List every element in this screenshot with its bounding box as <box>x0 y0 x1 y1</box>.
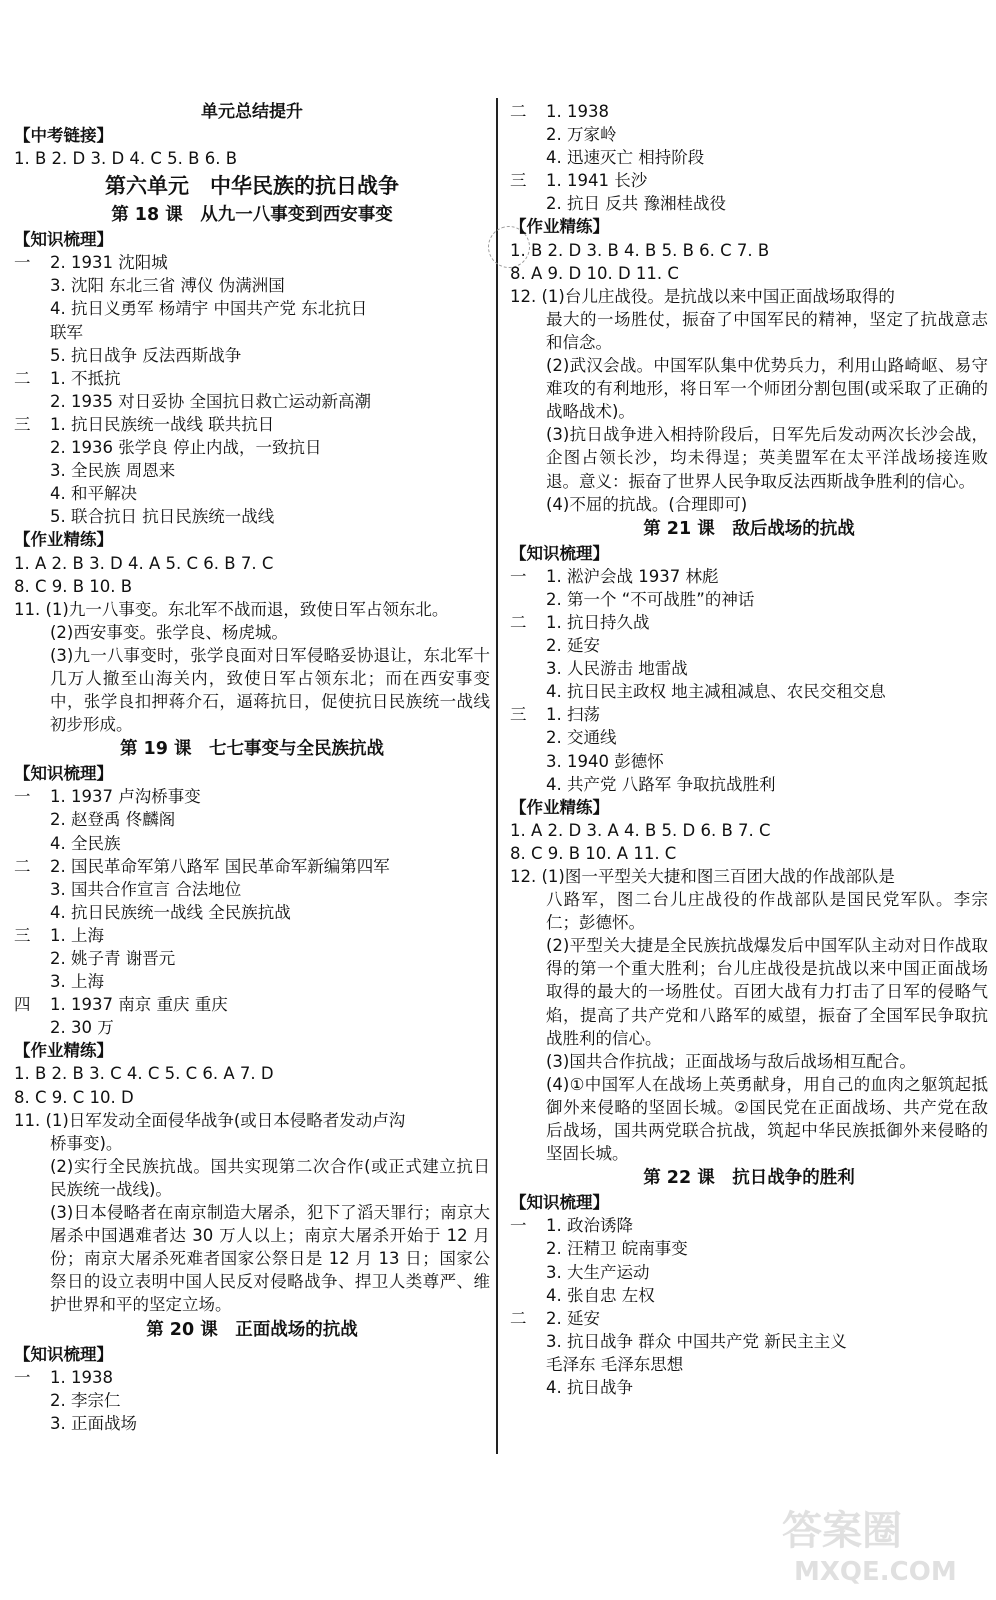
outline-line <box>510 588 988 611</box>
section-marker: 二 <box>14 856 31 876</box>
outline-line <box>14 901 490 924</box>
lesson-22-lines <box>510 1214 988 1399</box>
answer-paragraph: (4)不屈的抗战。(合理即可) <box>546 494 748 514</box>
outline-line <box>14 297 490 320</box>
outline-line <box>14 878 490 901</box>
outline-text: 2. 万家岭 <box>546 125 617 145</box>
outline-text: 1. 淞沪会战 1937 林彪 <box>546 566 719 586</box>
outline-text: 2. 抗日 反共 豫湘桂战役 <box>546 194 726 214</box>
outline-text: 毛泽东 毛泽东思想 <box>546 1354 684 1374</box>
outline-text: 4. 张自忠 左权 <box>546 1285 655 1305</box>
outline-text: 1. 不抵抗 <box>50 368 121 388</box>
section-label: 【知识梳理】 <box>14 764 113 784</box>
outline-line <box>14 251 490 274</box>
outline-text: 1. 抗日民族统一战线 联共抗日 <box>50 414 275 434</box>
outline-line <box>14 1016 490 1039</box>
section-label: 【知识梳理】 <box>14 230 113 250</box>
outline-line <box>14 924 490 947</box>
exercise-answers: 8. A 9. D 10. D 11. C <box>510 263 679 283</box>
section-marker: 二 <box>510 102 527 121</box>
answer-paragraph: (3)抗日战争进入相持阶段后，日军先后发动两次长沙会战，企图占领长沙，均未得逞；英美盟军在太平洋战场接连败退。意义：振奋了世界人民争取反法西斯战争胜利的信心。 <box>546 425 988 491</box>
unit-title: 第六单元 中华民族的抗日战争 <box>105 174 399 199</box>
section-marker: 三 <box>510 705 527 725</box>
section-label: 【知识梳理】 <box>510 1193 609 1213</box>
outline-line <box>510 657 988 680</box>
outline-text: 4. 抗日义勇军 杨靖宇 中国共产党 东北抗日 <box>50 299 368 319</box>
answer-paragraph: (4)①中国军人在战场上英勇献身，用自己的血肉之躯筑起抵御外来侵略的坚固长城。②国民党在正面战场、共产党在敌后战场，国共两党联合抗战，筑起中华民族抵御外来侵略的坚固长城。 <box>546 1074 988 1164</box>
question-12-head: 12. (1)台儿庄战役。是抗战以来中国正面战场取得的 <box>510 286 895 306</box>
outline-text: 2. 1936 张学良 停止内战，一致抗日 <box>50 438 322 458</box>
outline-text: 2. 1931 沈阳城 <box>50 253 168 273</box>
outline-text: 4. 抗日民族统一战线 全民族抗战 <box>50 902 291 922</box>
question-11-head: 11. (1)九一八事变。东北军不战而退，致使日军占领东北。 <box>14 599 449 619</box>
lesson-20-lines <box>14 1366 490 1435</box>
outline-text: 1. 1937 南京 重庆 重庆 <box>50 995 228 1015</box>
right-column <box>510 100 988 1399</box>
lesson-20-continued <box>510 100 988 215</box>
outline-line <box>14 459 490 482</box>
section-label: 【作业精练】 <box>510 797 609 817</box>
section-marker: 四 <box>14 995 31 1015</box>
answer-paragraph: 八路军，图二台儿庄战役的作战部队是国民党军队。李宗仁；彭德怀。 <box>546 890 988 933</box>
answer-paragraph: (2)武汉会战。中国军队集中优势兵力，利用山路崎岖、易守难攻的有利地形，将日军一个师团分割包围(或采取了正确的战略战术)。 <box>546 356 988 422</box>
outline-text: 3. 沈阳 东北三省 溥仪 伪满洲国 <box>50 276 285 296</box>
answer-paragraph: (2)平型关大捷是全民族抗战爆发后中国军队主动对日作战取得的第一个重大胜利；台儿庄战役是抗战以来中国正面战场取得的最大的一场胜仗。百团大战有力打击了日军的侵略气焰，提高了共产党和八路军的威望，振奋了全国军民争取抗战胜利的信心。 <box>546 936 988 1048</box>
section-label: 【作业精练】 <box>510 217 609 237</box>
outline-text: 1. 1937 卢沟桥事变 <box>50 787 201 807</box>
outline-line <box>14 808 490 831</box>
outline-line <box>510 1284 988 1307</box>
outline-text: 1. 扫荡 <box>546 705 600 725</box>
outline-text: 1. 1941 长沙 <box>546 171 648 191</box>
outline-text: 4. 共产党 八路军 争取抗战胜利 <box>546 774 776 794</box>
exercise-answers: 8. C 9. B 10. A 11. C <box>510 843 677 863</box>
svg-text:MXQE.COM: MXQE.COM <box>794 1557 957 1587</box>
question-12-head: 12. (1)图一平型关大捷和图三百团大战的作战部队是 <box>510 867 895 886</box>
section-marker: 三 <box>14 414 31 434</box>
outline-text: 2. 第一个 “不可战胜”的神话 <box>546 589 755 609</box>
section-label: 【作业精练】 <box>14 530 113 550</box>
outline-line <box>14 436 490 459</box>
outline-text: 4. 抗日战争 <box>546 1377 633 1397</box>
outline-text: 1. 1938 <box>50 1367 113 1387</box>
zk-answers: 1. B 2. D 3. D 4. C 5. B 6. B <box>14 149 238 169</box>
outline-line <box>510 169 988 192</box>
section-marker: 一 <box>510 566 527 586</box>
outline-text: 3. 正面战场 <box>50 1413 137 1433</box>
outline-line <box>510 1237 988 1260</box>
outline-text: 2. 交通线 <box>546 728 617 748</box>
answer-paragraph: 桥事变)。 <box>50 1133 123 1153</box>
outline-text: 1. 抗日持久战 <box>546 612 650 632</box>
outline-text: 2. 赵登禹 佟麟阁 <box>50 810 176 830</box>
outline-text: 1. 上海 <box>50 925 104 945</box>
outline-line <box>510 1330 988 1353</box>
outline-line <box>510 146 988 169</box>
left-column <box>14 100 490 1435</box>
outline-line <box>510 1376 988 1399</box>
exercise-answers: 1. A 2. B 3. D 4. A 5. C 6. B 7. C <box>14 553 274 573</box>
outline-line <box>510 703 988 726</box>
question-11-body <box>14 1132 490 1317</box>
outline-line <box>14 274 490 297</box>
section-label: 【知识梳理】 <box>14 1344 113 1364</box>
outline-text: 3. 1940 彭德怀 <box>546 751 664 771</box>
question-12-body <box>510 888 988 1165</box>
outline-line <box>14 505 490 528</box>
answer-paragraph: (3)日本侵略者在南京制造大屠杀，犯下了滔天罪行；南京大屠杀中国遇难者达 30 万人以上；南京大屠杀开始于 12 月份；南京大屠杀死难者国家公祭日是 12 月 13 日；国家公祭日的设立表明中国人民反对侵略战争、捍卫人类尊严、维护世界和平的坚定立场。 <box>50 1203 490 1315</box>
section-marker: 一 <box>510 1216 527 1236</box>
outline-text: 1. 1938 <box>546 102 609 121</box>
outline-line <box>14 947 490 970</box>
question-11-head: 11. (1)日军发动全面侵华战争(或日本侵略者发动卢沟 <box>14 1110 406 1130</box>
lesson-18-title: 第 18 课 从九一八事变到西安事变 <box>111 205 393 226</box>
section-label: 【作业精练】 <box>14 1041 113 1061</box>
outline-line <box>510 680 988 703</box>
section-marker: 一 <box>14 787 31 807</box>
outline-text: 3. 抗日战争 群众 中国共产党 新民主主义 <box>546 1331 847 1351</box>
lesson-21-lines <box>510 565 988 796</box>
outline-text: 3. 上海 <box>50 972 104 992</box>
outline-line <box>510 750 988 773</box>
outline-text: 4. 迅速灭亡 相持阶段 <box>546 148 705 168</box>
outline-line <box>14 367 490 390</box>
outline-line <box>510 100 988 123</box>
outline-line <box>510 726 988 749</box>
section-marker: 二 <box>14 368 31 388</box>
answer-paragraph: 最大的一场胜仗，振奋了中国军民的精神，坚定了抗战意志和信念。 <box>546 309 988 352</box>
outline-text: 2. 李宗仁 <box>50 1390 121 1410</box>
outline-line <box>14 482 490 505</box>
answer-paragraph: (3)九一八事变时，张学良面对日军侵略妥协退让，东北军十几万人撤至山海关内，致使日军占领东北；而在西安事变中，张学良扣押蒋介石，逼蒋抗日，促使抗日民族统一战线初步形成。 <box>50 645 490 735</box>
outline-line <box>14 390 490 413</box>
outline-line <box>510 565 988 588</box>
outline-line <box>14 344 490 367</box>
outline-line <box>510 611 988 634</box>
lesson-20-title: 第 20 课 正面战场的抗战 <box>146 1319 358 1340</box>
outline-text: 4. 全民族 <box>50 833 121 853</box>
exercise-answers: 8. C 9. C 10. D <box>14 1087 134 1107</box>
outline-text: 3. 国共合作宣言 合法地位 <box>50 879 242 899</box>
section-marker: 一 <box>14 253 31 273</box>
outline-line <box>14 1366 490 1389</box>
section-marker: 二 <box>510 612 527 632</box>
outline-line <box>510 773 988 796</box>
outline-text: 3. 人民游击 地雷战 <box>546 659 688 679</box>
svg-text:答案圈: 答案圈 <box>782 1508 902 1554</box>
lesson-20-exercise <box>510 239 988 285</box>
column-divider <box>496 98 498 1454</box>
lesson-18-lines <box>14 251 490 528</box>
lesson-21-title: 第 21 课 敌后战场的抗战 <box>643 518 855 539</box>
section-marker: 三 <box>14 925 31 945</box>
outline-text: 1. 政治诱降 <box>546 1216 633 1236</box>
answer-paragraph: (3)国共合作抗战；正面战场与敌后战场相互配合。 <box>546 1051 916 1071</box>
outline-line <box>14 1412 490 1435</box>
lesson-19-lines <box>14 785 490 1039</box>
outline-text: 2. 延安 <box>546 1308 600 1328</box>
watermark-logo <box>772 1492 972 1588</box>
outline-text: 4. 和平解决 <box>50 484 137 504</box>
lesson-22-title: 第 22 课 抗日战争的胜利 <box>643 1168 855 1189</box>
section-marker: 三 <box>510 171 527 191</box>
outline-text: 2. 汪精卫 皖南事变 <box>546 1239 688 1259</box>
lesson-19-title: 第 19 课 七七事变与全民族抗战 <box>119 739 385 760</box>
outline-text: 2. 国民革命军第八路军 国民革命军新编第四军 <box>50 856 390 876</box>
outline-line <box>510 1307 988 1330</box>
outline-text: 3. 全民族 周恩来 <box>50 461 176 481</box>
question-11-body <box>14 621 490 736</box>
outline-line <box>14 993 490 1016</box>
outline-line <box>14 785 490 808</box>
outline-line <box>14 832 490 855</box>
outline-text: 3. 大生产运动 <box>546 1262 650 1282</box>
section-label-zk: 【中考链接】 <box>14 126 113 145</box>
exercise-answers: 1. B 2. D 3. B 4. B 5. B 6. C 7. B <box>510 240 770 260</box>
outline-text: 2. 延安 <box>546 636 600 656</box>
outline-text: 5. 联合抗日 抗日民族统一战线 <box>50 507 275 527</box>
outline-text: 联军 <box>50 322 83 342</box>
summary-title: 单元总结提升 <box>201 102 303 122</box>
exercise-answers: 1. B 2. B 3. C 4. C 5. C 6. A 7. D <box>14 1064 274 1084</box>
outline-line <box>14 970 490 993</box>
lesson-18-exercise <box>14 552 490 598</box>
outline-text: 2. 1935 对日妥协 全国抗日救亡运动新高潮 <box>50 391 371 411</box>
answer-paragraph: (2)西安事变。张学良、杨虎城。 <box>50 622 288 642</box>
section-marker: 二 <box>510 1308 527 1328</box>
outline-text: 5. 抗日战争 反法西斯战争 <box>50 345 242 365</box>
outline-text: 4. 抗日民主政权 地主减租减息、农民交租交息 <box>546 682 886 702</box>
section-label: 【知识梳理】 <box>510 543 609 563</box>
outline-line <box>510 123 988 146</box>
exercise-answers: 1. A 2. D 3. A 4. B 5. D 6. B 7. C <box>510 820 771 840</box>
outline-line <box>510 1214 988 1237</box>
answer-paragraph: (2)实行全民族抗战。国共实现第二次合作(或正式建立抗日民族统一战线)。 <box>50 1156 490 1199</box>
lesson-21-exercise <box>510 819 988 865</box>
question-12-body <box>510 308 988 516</box>
outline-line <box>510 192 988 215</box>
outline-line <box>510 1261 988 1284</box>
outline-text: 2. 30 万 <box>50 1018 114 1038</box>
outline-text: 2. 姚子青 谢晋元 <box>50 949 176 968</box>
outline-line <box>510 634 988 657</box>
section-marker: 一 <box>14 1367 31 1387</box>
outline-line <box>14 855 490 878</box>
outline-line <box>510 1353 988 1376</box>
outline-line <box>14 321 490 344</box>
lesson-19-exercise <box>14 1062 490 1108</box>
exercise-answers: 8. C 9. B 10. B <box>14 576 133 596</box>
outline-line <box>14 1389 490 1412</box>
outline-line <box>14 413 490 436</box>
